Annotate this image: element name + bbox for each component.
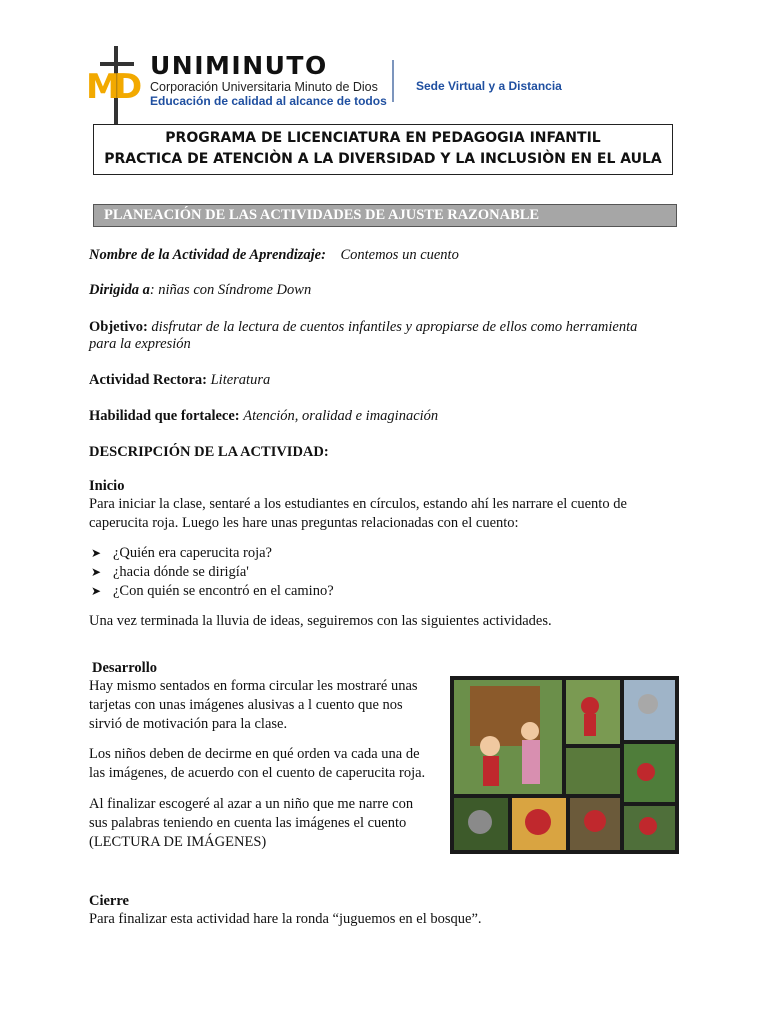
desarrollo-heading: Desarrollo bbox=[92, 660, 157, 676]
arrow-bullet-icon: ➤ bbox=[91, 584, 102, 598]
inicio-text-line1: Para iniciar la clase, sentaré a los estudiantes en círculos, estando ahí les narrare el cuento de bbox=[89, 496, 627, 512]
question-text: ¿Quién era caperucita roja? bbox=[113, 545, 272, 561]
objetivo-value-cont: para la expresión bbox=[89, 336, 191, 352]
objetivo-row bbox=[89, 318, 637, 336]
program-title-line1: PROGRAMA DE LICENCIATURA EN PEDAGOGIA INFANTIL bbox=[165, 130, 601, 146]
dirigida-label: Dirigida a bbox=[89, 282, 150, 298]
inicio-heading: Inicio bbox=[89, 478, 125, 494]
dirigida-value: : niñas con Síndrome Down bbox=[149, 282, 312, 298]
program-title-box bbox=[93, 124, 673, 175]
inicio-text-line2: caperucita roja. Luego les hare unas preguntas relacionadas con el cuento: bbox=[89, 515, 519, 531]
question-item bbox=[91, 582, 334, 600]
desarrollo-p2-line: Los niños deben de decirme en qué orden va cada una de bbox=[89, 746, 420, 762]
habilidad-value: Atención, oralidad e imaginación bbox=[243, 408, 439, 424]
objetivo-label: Objetivo: bbox=[89, 319, 148, 335]
desarrollo-p3-line: Al finalizar escogeré al azar a un niño que me narre con bbox=[89, 796, 414, 812]
desarrollo-p1-line: tarjetas con unas imágenes alusivas a l cuento que nos bbox=[89, 697, 403, 713]
rectora-value: Literatura bbox=[210, 372, 271, 388]
story-cards-image bbox=[450, 676, 679, 854]
cierre-text: Para finalizar esta actividad hare la ronda “juguemos en el bosque”. bbox=[89, 911, 482, 927]
desarrollo-p1-line: Hay mismo sentados en forma circular les mostraré unas bbox=[89, 678, 418, 694]
question-text: ¿hacia dónde se dirigía' bbox=[113, 564, 249, 580]
sede-label: Sede Virtual y a Distancia bbox=[416, 79, 562, 93]
desarrollo-p1-line: sirvió de motivación para la clase. bbox=[89, 716, 288, 732]
rectora-row bbox=[89, 371, 270, 389]
objetivo-value: disfrutar de la lectura de cuentos infantiles y apropiarse de ellos como herramienta bbox=[151, 319, 638, 335]
question-item bbox=[91, 563, 249, 581]
rectora-label: Actividad Rectora: bbox=[89, 372, 207, 388]
inicio-closing: Una vez terminada la lluvia de ideas, seguiremos con las siguientes actividades. bbox=[89, 613, 552, 629]
program-title-line2: PRACTICA DE ATENCIÒN A LA DIVERSIDAD Y LA INCLUSIÒN EN EL AULA bbox=[104, 151, 662, 167]
desarrollo-p3-line: (LECTURA DE IMÁGENES) bbox=[89, 834, 267, 850]
arrow-bullet-icon: ➤ bbox=[91, 565, 102, 579]
question-item bbox=[91, 544, 272, 562]
svg-text:D: D bbox=[114, 67, 143, 107]
brand-tagline: Educación de calidad al alcance de todos bbox=[150, 94, 387, 108]
brand-name: UNIMINUTO bbox=[150, 51, 328, 80]
header-divider bbox=[392, 60, 394, 102]
nombre-label: Nombre de la Actividad de Aprendizaje: bbox=[89, 247, 326, 263]
nombre-row bbox=[89, 246, 459, 264]
habilidad-label: Habilidad que fortalece: bbox=[89, 408, 240, 424]
brand-subtitle: Corporación Universitaria Minuto de Dios bbox=[150, 80, 378, 94]
desarrollo-p2-line: las imágenes, de acuerdo con el cuento de caperucita roja. bbox=[89, 765, 426, 781]
question-text: ¿Con quién se encontró en el camino? bbox=[113, 583, 334, 599]
arrow-bullet-icon: ➤ bbox=[91, 546, 102, 560]
descripcion-heading: DESCRIPCIÓN DE LA ACTIVIDAD: bbox=[89, 444, 329, 460]
uniminuto-logo-icon bbox=[84, 44, 146, 126]
habilidad-row bbox=[89, 407, 438, 425]
desarrollo-p3-line: sus palabras teniendo en cuenta las imágenes el cuento bbox=[89, 815, 407, 831]
section-banner: PLANEACIÓN DE LAS ACTIVIDADES DE AJUSTE RAZONABLE bbox=[93, 204, 677, 227]
cierre-heading: Cierre bbox=[89, 893, 129, 909]
nombre-value: Contemos un cuento bbox=[340, 247, 459, 263]
svg-text:M: M bbox=[86, 67, 120, 107]
dirigida-row bbox=[89, 281, 311, 299]
